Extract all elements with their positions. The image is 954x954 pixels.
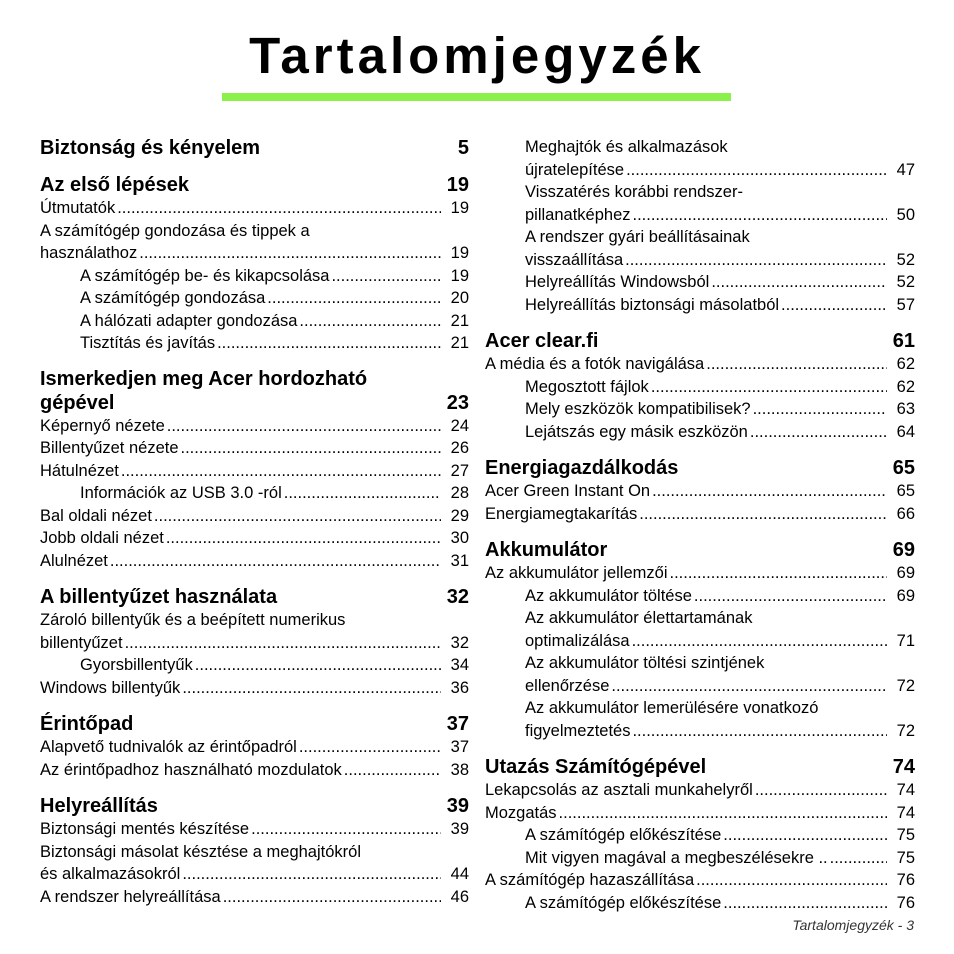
toc-entry[interactable]: A rendszer helyreállítása ..... 46 bbox=[40, 886, 469, 909]
toc-section[interactable]: Utazás Számítógépével 74 bbox=[485, 756, 915, 778]
toc-subentry[interactable]: Mely eszközök kompatibilisek? ..... 63 bbox=[485, 398, 915, 421]
toc-subentry[interactable]: A hálózati adapter gondozása ..... 21 bbox=[40, 310, 469, 333]
page-footer: Tartalomjegyzék - 3 bbox=[792, 917, 914, 933]
toc-subentry[interactable]: figyelmeztetés ..... 72 bbox=[485, 720, 915, 743]
toc-section-title-line: Ismerkedjen meg Acer hordozható bbox=[40, 367, 368, 390]
toc-entry-line: Biztonsági másolat késztése a meghajtókról bbox=[40, 842, 361, 861]
toc-section[interactable]: Acer clear.fi 61 bbox=[485, 330, 915, 352]
toc-entry[interactable]: Acer Green Instant On ..... 65 bbox=[485, 480, 915, 503]
toc-subentry[interactable]: újratelepítése ..... 47 bbox=[485, 159, 915, 182]
toc-entry-line: Az akkumulátor lemerülésére vonatkozó bbox=[525, 699, 819, 717]
toc-entry-line: A számítógép gondozása és tippek a bbox=[40, 221, 310, 240]
toc-entry-line: A rendszer gyári beállításainak bbox=[525, 228, 750, 246]
toc-entry[interactable]: Alapvető tudnivalók az érintőpadról ..... 37 bbox=[40, 736, 469, 759]
toc-entry[interactable]: Jobb oldali nézet ..... 30 bbox=[40, 527, 469, 550]
toc-entry[interactable]: Az akkumulátor jellemzői ..... 69 bbox=[485, 562, 915, 585]
toc-subentry[interactable]: Az akkumulátor töltése ..... 69 bbox=[485, 585, 915, 608]
toc-entry[interactable]: és alkalmazásokról ..... 44 bbox=[40, 863, 469, 886]
toc-entry[interactable]: billentyűzet ..... 32 bbox=[40, 632, 469, 655]
toc-entry[interactable]: Mozgatás ..... 74 bbox=[485, 802, 915, 825]
toc-entry-line: Az akkumulátor töltési szintjének bbox=[525, 654, 765, 672]
toc-right-column bbox=[485, 136, 915, 914]
toc-section[interactable]: Az első lépések 19 bbox=[40, 174, 469, 196]
toc-left-column bbox=[40, 136, 469, 908]
toc-subentry[interactable]: Információk az USB 3.0 -ról ..... 28 bbox=[40, 482, 469, 505]
toc-section[interactable]: gépével 23 bbox=[40, 391, 469, 414]
toc-section[interactable]: Érintőpad 37 bbox=[40, 713, 469, 735]
toc-entry[interactable]: A számítógép hazaszállítása ..... 76 bbox=[485, 869, 915, 892]
toc-entry-line: Zároló billentyűk és a beépített numerikus bbox=[40, 611, 346, 629]
page-title: Tartalomjegyzék bbox=[249, 27, 705, 84]
toc-entry[interactable]: Képernyő nézete ..... 24 bbox=[40, 415, 469, 438]
toc-subentry[interactable]: pillanatképhez ..... 50 bbox=[485, 204, 915, 227]
toc-entry[interactable]: Útmutatók ..... 19 bbox=[40, 197, 469, 220]
toc-subentry[interactable]: visszaállítása ..... 52 bbox=[485, 249, 915, 272]
toc-entry[interactable]: Energiamegtakarítás ..... 66 bbox=[485, 503, 915, 526]
toc-section[interactable]: A billentyűzet használata 32 bbox=[40, 586, 469, 608]
toc-entry[interactable]: Bal oldali nézet ..... 29 bbox=[40, 505, 469, 528]
toc-subentry[interactable]: A számítógép előkészítése ..... 75 bbox=[485, 824, 915, 847]
toc-section[interactable]: Helyreállítás 39 bbox=[40, 795, 469, 817]
toc-entry-line: Meghajtók és alkalmazások bbox=[525, 138, 728, 156]
toc-section[interactable]: Biztonság és kényelem 5 bbox=[40, 137, 469, 159]
toc-subentry[interactable]: Lejátszás egy másik eszközön ..... 64 bbox=[485, 421, 915, 444]
toc-subentry[interactable]: Helyreállítás biztonsági másolatból ..... 57 bbox=[485, 294, 915, 317]
toc-entry[interactable]: A média és a fotók navigálása ..... 62 bbox=[485, 353, 915, 376]
toc-subentry[interactable]: ellenőrzése ..... 72 bbox=[485, 675, 915, 698]
toc-entry-line: Az akkumulátor élettartamának bbox=[525, 609, 753, 627]
toc-entry[interactable]: Alulnézet ..... 31 bbox=[40, 550, 469, 573]
toc-entry[interactable]: Biztonsági mentés készítése ..... 39 bbox=[40, 818, 469, 841]
toc-subentry[interactable]: optimalizálása ..... 71 bbox=[485, 630, 915, 653]
toc-entry-line: Visszatérés korábbi rendszer- bbox=[525, 183, 743, 201]
toc-entry[interactable]: Lekapcsolás az asztali munkahelyről ..... 74 bbox=[485, 779, 915, 802]
toc-subentry[interactable]: Mit vigyen magával a megbeszélésekre .. ..... 75 bbox=[485, 847, 915, 870]
toc-subentry[interactable]: Gyorsbillentyűk ..... 34 bbox=[40, 654, 469, 677]
toc-entry[interactable]: Hátulnézet ..... 27 bbox=[40, 460, 469, 483]
toc-subentry[interactable]: Megosztott fájlok ..... 62 bbox=[485, 376, 915, 399]
toc-subentry[interactable]: Helyreállítás Windowsból ..... 52 bbox=[485, 271, 915, 294]
toc-subentry[interactable]: A számítógép be- és kikapcsolása ..... 19 bbox=[40, 265, 469, 288]
title-underline bbox=[222, 93, 731, 101]
toc-entry[interactable]: Billentyűzet nézete ..... 26 bbox=[40, 437, 469, 460]
toc-entry[interactable]: használathoz ..... 19 bbox=[40, 242, 469, 265]
toc-entry[interactable]: Az érintőpadhoz használható mozdulatok ..... 38 bbox=[40, 759, 469, 782]
toc-section[interactable]: Energiagazdálkodás 65 bbox=[485, 457, 915, 479]
toc-entry[interactable]: Windows billentyűk ..... 36 bbox=[40, 677, 469, 700]
toc-section[interactable]: Akkumulátor 69 bbox=[485, 539, 915, 561]
toc-subentry[interactable]: Tisztítás és javítás ..... 21 bbox=[40, 332, 469, 355]
toc-subentry[interactable]: A számítógép gondozása ..... 20 bbox=[40, 287, 469, 310]
toc-subentry[interactable]: A számítógép előkészítése ..... 76 bbox=[485, 892, 915, 915]
